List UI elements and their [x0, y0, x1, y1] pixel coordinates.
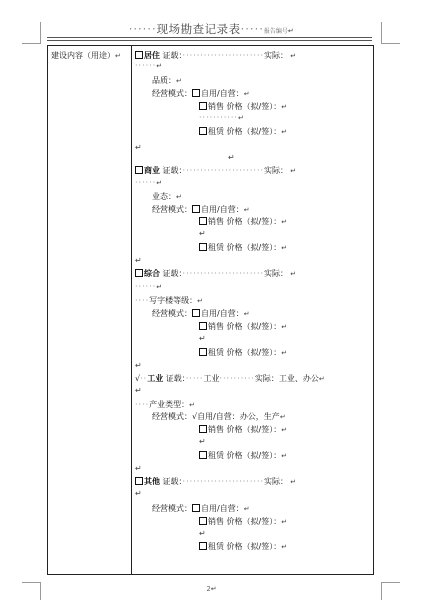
checkbox-rent[interactable]	[199, 243, 207, 251]
checkbox-self-use[interactable]	[192, 205, 200, 213]
cert-label: 证载：	[162, 51, 183, 60]
header-rule	[47, 37, 372, 38]
checkbox-sale[interactable]	[199, 217, 207, 225]
return-mark-icon: ↵	[199, 437, 206, 446]
section-name: 居住	[144, 51, 160, 60]
actual-label: 实际：	[264, 166, 289, 175]
table-right-border	[373, 45, 374, 575]
section-mixed: 综合 证载：·······················实际： ↵	[135, 268, 296, 279]
checkbox-commercial[interactable]	[135, 166, 143, 174]
return-mark-icon: ↵	[199, 529, 206, 538]
crop-mark	[22, 582, 41, 583]
table-bottom-border	[47, 574, 374, 575]
crop-mark	[22, 43, 41, 44]
document-title: 现场勘查记录表	[156, 22, 241, 36]
blank-line: ······↵	[135, 178, 164, 187]
return-mark-icon: ↵	[199, 334, 206, 343]
return-mark-icon: ↵	[135, 256, 142, 265]
page-number: 2↵	[206, 585, 217, 593]
section-commercial: 商业 证载：·······················实际： ↵	[135, 165, 296, 176]
crop-mark	[381, 582, 400, 583]
cert-value: 工业	[203, 374, 220, 383]
checkbox-self-use[interactable]	[192, 89, 200, 97]
checkbox-sale[interactable]	[199, 102, 207, 110]
cert-label: 证载：	[162, 269, 183, 278]
header-rule	[47, 40, 372, 41]
rent-row: 租赁 价格（拟/签）：↵	[199, 541, 287, 552]
check-mark-icon[interactable]: √	[135, 374, 141, 383]
rent-row: 租赁 价格（拟/签）：↵	[199, 347, 287, 358]
business-mode-row: 经营模式： 自用/自营：↵	[152, 205, 250, 214]
checkbox-residential[interactable]	[135, 51, 143, 59]
checkbox-mixed[interactable]	[135, 269, 143, 277]
return-mark-icon: ↵	[135, 464, 142, 473]
return-mark-icon: ↵	[135, 143, 142, 152]
checkbox-rent[interactable]	[199, 127, 207, 135]
blank-line: ······↵	[135, 61, 164, 70]
crop-mark	[381, 43, 400, 44]
checkbox-rent[interactable]	[199, 542, 207, 550]
section-name: 其他	[144, 477, 160, 486]
return-mark-icon: ↵	[135, 489, 142, 498]
table-column-divider	[131, 45, 132, 575]
actual-label: 实际：	[264, 51, 289, 60]
cert-label: 证载：	[165, 374, 186, 383]
return-mark-icon: ↵	[135, 386, 142, 395]
checkbox-other[interactable]	[135, 477, 143, 485]
checkbox-sale[interactable]	[199, 322, 207, 330]
checkbox-sale[interactable]	[199, 425, 207, 433]
section-name: 综合	[144, 269, 160, 278]
actual-label: 实际：	[264, 269, 289, 278]
rent-row: 租赁 价格（拟/签）：↵	[199, 126, 287, 137]
rent-row: 租赁 价格（拟/签）：↵	[199, 242, 287, 253]
section-other: 其他 证载：·······················实际： ↵	[135, 476, 296, 487]
section-industrial: √··工业 证载：·····工业··········实际：工业、办公↵	[135, 374, 325, 383]
self-use-value: 办公，生产	[239, 412, 280, 421]
header-trailer-dots: ·····	[240, 22, 264, 36]
industry-type-label: ····产业类型：↵	[135, 400, 196, 409]
check-mark-icon[interactable]: √	[192, 412, 198, 421]
header-leader-dots: ······	[128, 22, 157, 36]
cert-label: 证载：	[162, 166, 183, 175]
sale-row: 销售 价格（拟/签）：↵	[199, 321, 287, 332]
business-mode-row: 经营模式： 自用/自营：↵	[152, 309, 250, 318]
blank-line: ···········↵	[199, 113, 245, 122]
format-label: 业态：↵	[152, 192, 182, 201]
table-top-border	[47, 45, 374, 46]
actual-label: 实际：	[264, 477, 289, 486]
return-mark-icon: ↵	[228, 153, 235, 162]
checkbox-self-use[interactable]	[192, 504, 200, 512]
table-left-border	[47, 45, 48, 575]
sale-row: 销售 价格（拟/签）：↵	[199, 216, 287, 227]
checkbox-self-use[interactable]	[192, 309, 200, 317]
business-mode-row: 经营模式： 自用/自营：↵	[152, 89, 250, 98]
business-mode-row: 经营模式： 自用/自营：↵	[152, 504, 250, 513]
checkbox-sale[interactable]	[199, 517, 207, 525]
row-label: 建设内容（用途）↵	[51, 51, 121, 60]
sale-row: 销售 价格（拟/签）：↵	[199, 424, 287, 435]
section-name: 商业	[144, 166, 160, 175]
report-number-label: 报告编号	[263, 28, 288, 35]
cert-label: 证载：	[162, 477, 183, 486]
checkbox-rent[interactable]	[199, 348, 207, 356]
actual-label: 实际：	[254, 374, 279, 383]
return-mark-icon: ↵	[287, 27, 295, 35]
office-grade-label: ····写字楼等级：↵	[135, 296, 204, 305]
business-mode-row: 经营模式：√自用/自营：办公，生产↵	[152, 412, 286, 421]
checkbox-rent[interactable]	[199, 451, 207, 459]
rent-row: 租赁 价格（拟/签）：↵	[199, 450, 287, 461]
actual-value: 工业、办公	[278, 374, 319, 383]
sale-row: 销售 价格（拟/签）：↵	[199, 101, 287, 112]
sale-row: 销售 价格（拟/签）：↵	[199, 516, 287, 527]
blank-line: ······↵	[135, 282, 164, 291]
document-header	[0, 21, 423, 37]
return-mark-icon: ↵	[135, 361, 142, 370]
section-residential: 居住 证载：·······················实际： ↵	[135, 50, 296, 61]
section-name: 工业	[147, 374, 164, 383]
return-mark-icon: ↵	[199, 229, 206, 238]
quality-label: 品质：↵	[152, 76, 182, 85]
